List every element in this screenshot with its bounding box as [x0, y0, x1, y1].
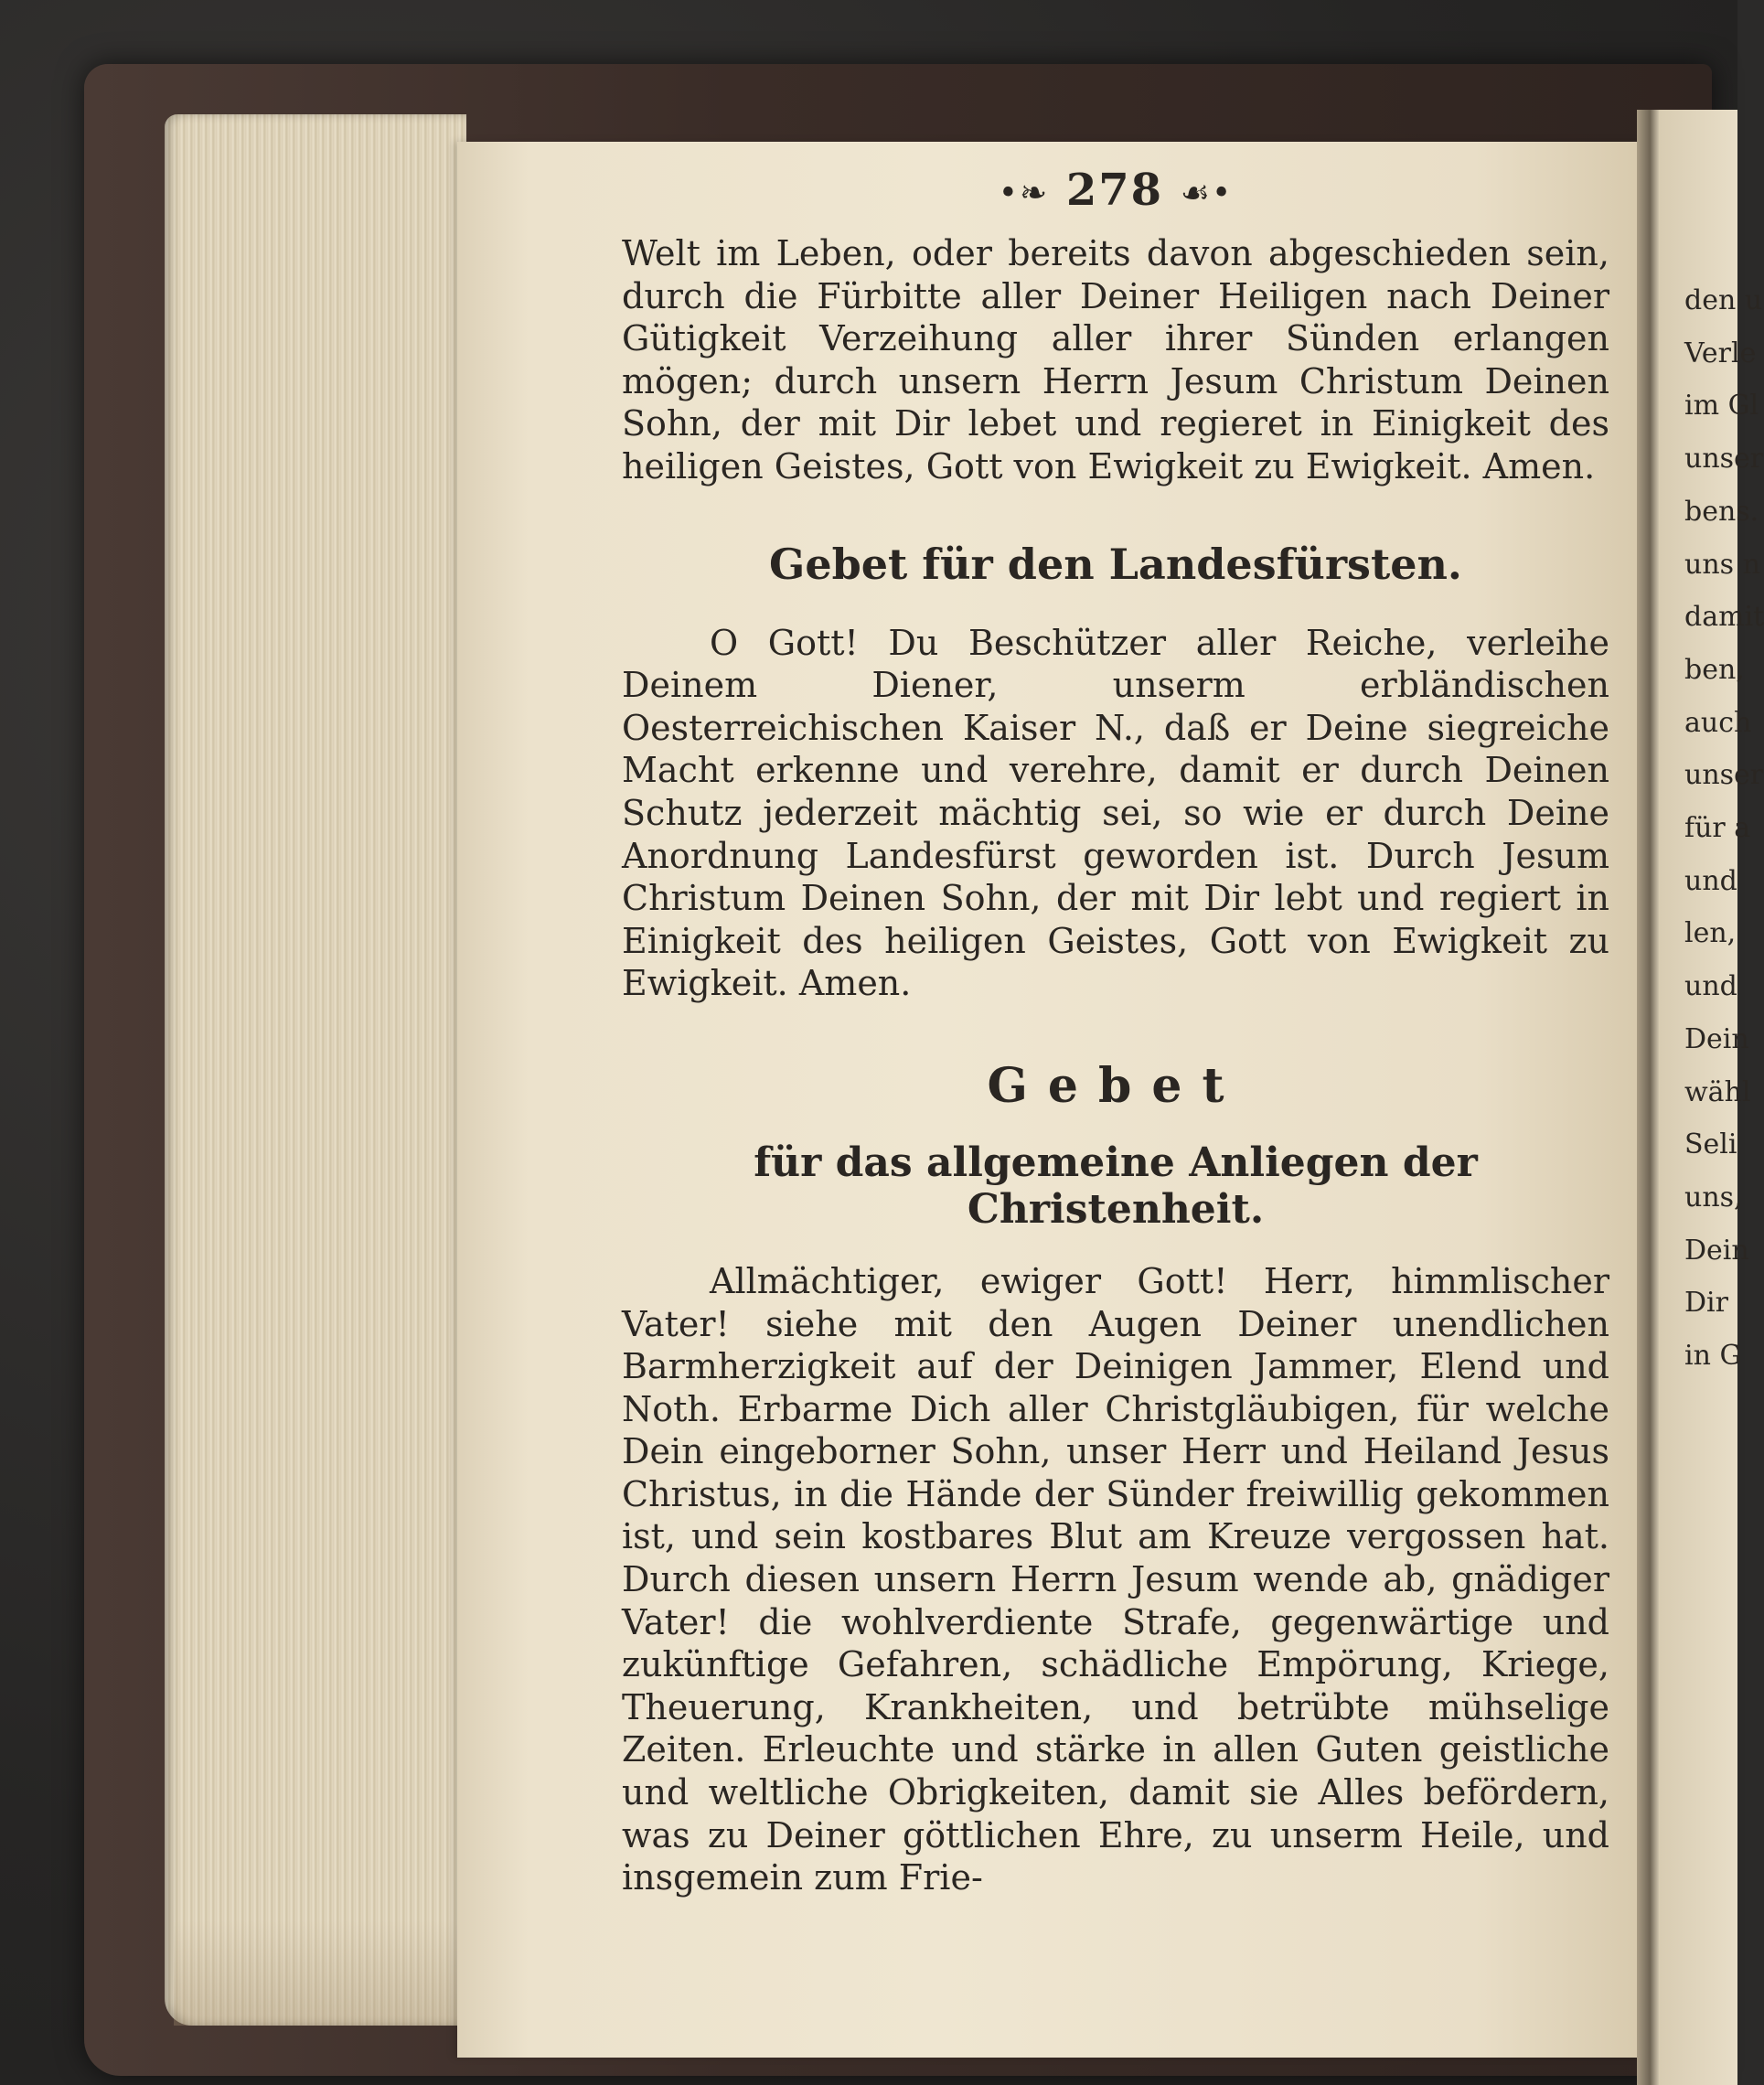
page-text [622, 165, 1609, 1899]
ornament-right-icon: ☙• [1180, 175, 1234, 212]
right-fragment: uns, [1684, 1181, 1743, 1214]
right-fragment: in G [1684, 1340, 1742, 1373]
right-fragment: ben, [1684, 653, 1745, 686]
continuation-paragraph: Welt im Leben, oder bereits davon abgeschieden sein, durch die Fürbitte aller Deiner Heiligen nach Deiner Gütigkeit Verzeihung aller ihrer Sünden erlangen mögen; durch unsern Herrn Jesum Christum Deinen Sohn, der mit Dir lebet und regieret in Einigkeit des heiligen Geistes, Gott von Ewigkeit zu Ewigkeit. Amen. [622, 233, 1609, 486]
right-fragment: unser [1684, 759, 1764, 792]
right-fragment: len, [1684, 917, 1737, 950]
right-fragment: auch [1684, 706, 1752, 739]
prayer1-text: O Gott! Du Beschützer aller Reiche, verleihe Deinem Diener, unserm erbländischen Oesterreichischen Kaiser N., daß er Deine siegreiche Macht erkenne und verehre, damit er durch Deinen Schutz jederzeit mächtig sei, so wie er durch Deine Anordnung Landesfürst geworden ist. Durch Jesum Christum Deinen Sohn, der mit Dir lebt und regiert in Einigkeit des heiligen Geistes, Gott von Ewigkeit zu Ewigkeit. Amen. [622, 622, 1609, 1004]
right-fragment: Verle [1684, 337, 1757, 369]
page-header [622, 165, 1609, 216]
right-fragment: wähl [1684, 1075, 1751, 1108]
prayer2-subtitle: für das allgemeine Anliegen der Christenheit. [754, 1139, 1478, 1233]
right-fragment: den u [1684, 284, 1763, 316]
prayer1-title: Gebet für den Landesfürsten. [769, 539, 1462, 589]
right-fragment: und [1684, 864, 1737, 897]
ornament-left-icon: •❧ [998, 175, 1050, 212]
right-page-fragments [1684, 274, 1764, 1383]
right-fragment: für a [1684, 812, 1751, 845]
page-edges [165, 114, 466, 2026]
right-fragment: damit [1684, 601, 1764, 634]
right-fragment: bens. [1684, 495, 1759, 528]
prayer2-text: Allmächtiger, ewiger Gott! Herr, himmlischer Vater! siehe mit den Augen Deiner unendlichen Barmherzigkeit auf der Deinigen Jammer, Elend und Noth. Erbarme Dich aller Christgläubigen, für welche Dein eingeborner Sohn, unser Herr und Heiland Jesus Christus, in die Hände der Sünder freiwillig gekommen ist, und sein kostbares Blut am Kreuze vergossen hat. Durch diesen unsern Herrn Jesum wende ab, gnädiger Vater! die wohlverdiente Strafe, gegenwärtige und zukünftige Gefahren, schädliche Empörung, Kriege, Theuerung, Krankheiten, und betrübte mühselige Zeiten. Erleuchte und stärke in allen Guten geistliche und weltliche Obrigkeiten, damit sie Alles befördern, was zu Deiner göttlichen Ehre, zu unserm Heile, und insgemein zum Frie- [622, 1260, 1609, 1898]
book-gutter [1637, 110, 1659, 2085]
page-edges-shadow [174, 1920, 476, 2026]
right-fragment: und [1684, 970, 1737, 1003]
right-fragment: Seli [1684, 1128, 1737, 1161]
page-number: 278 [1065, 165, 1164, 216]
right-fragment: im Gl [1684, 390, 1759, 422]
right-fragment: uns n [1684, 548, 1760, 581]
right-fragment: Dein [1684, 1022, 1749, 1055]
right-fragment: unser [1684, 443, 1764, 476]
right-fragment: Dir [1684, 1287, 1728, 1320]
prayer2-title: Gebet [987, 1057, 1245, 1114]
right-fragment: Dein [1684, 1234, 1749, 1267]
